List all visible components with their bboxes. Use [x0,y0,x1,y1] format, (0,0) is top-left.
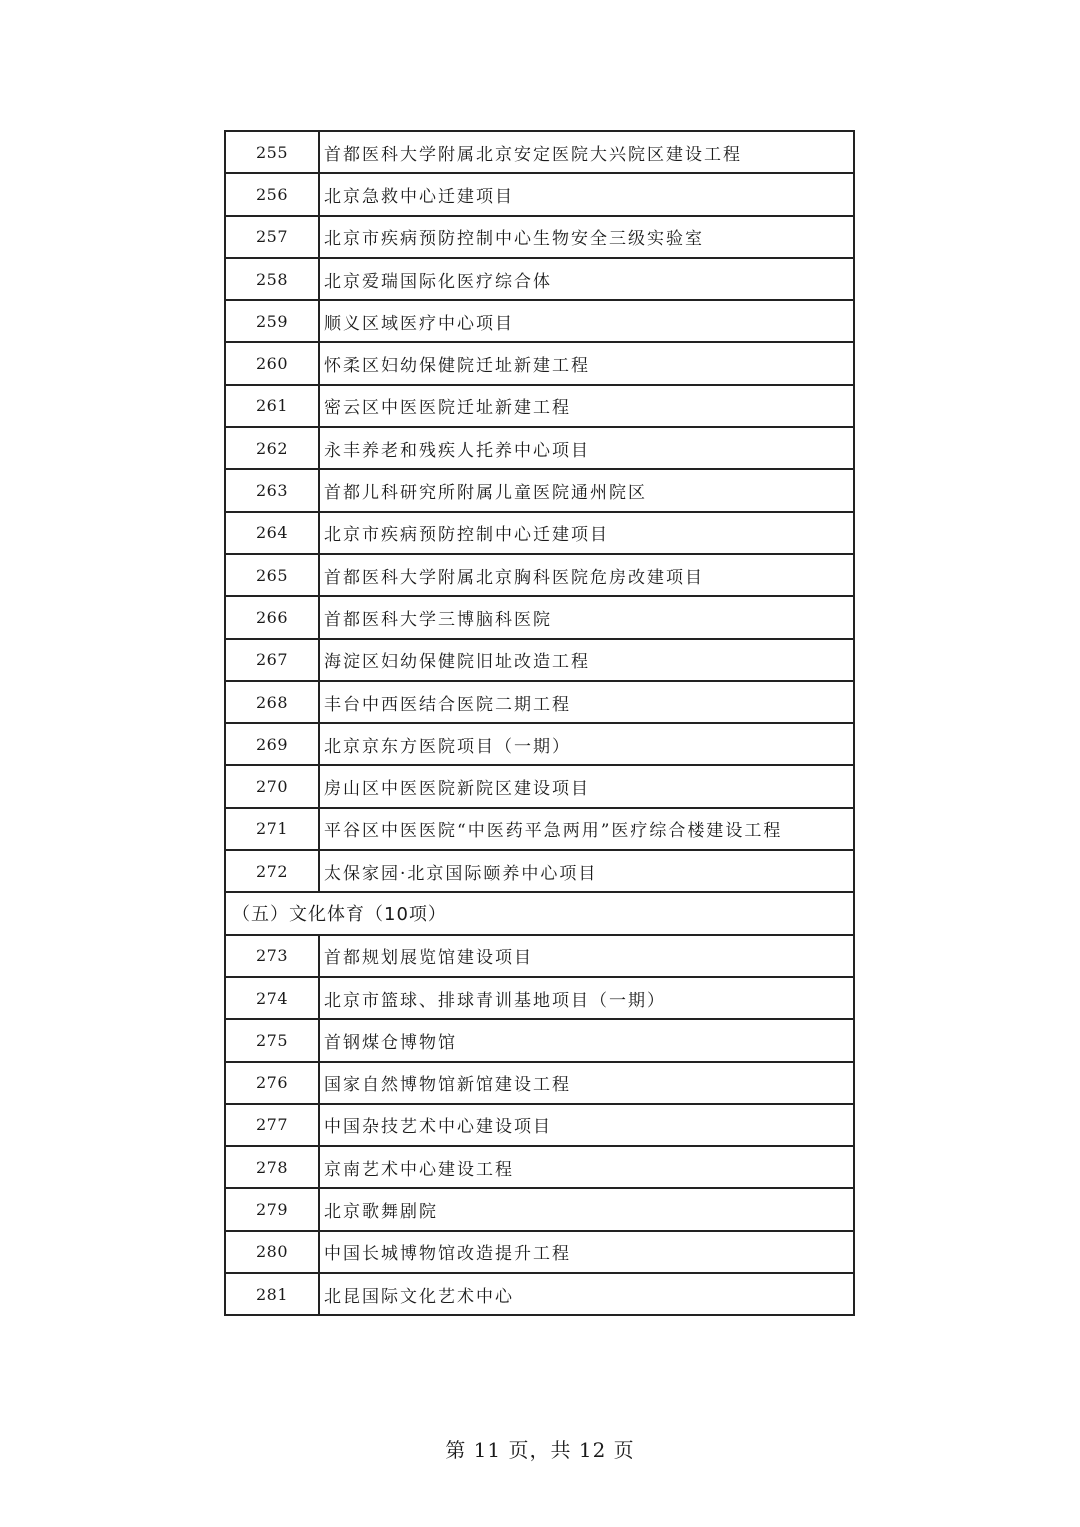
row-number: 272 [225,850,319,892]
project-name: 首钢煤仓博物馆 [319,1019,854,1061]
table-row [225,554,854,596]
project-name: 北京急救中心迁建项目 [319,173,854,215]
row-number: 259 [225,300,319,342]
project-name: 永丰养老和残疾人托养中心项目 [319,427,854,469]
project-name: 中国长城博物馆改造提升工程 [319,1231,854,1273]
row-number: 276 [225,1062,319,1104]
row-number: 281 [225,1273,319,1315]
table-row [225,1188,854,1230]
table-row [225,977,854,1019]
table-row [225,131,854,173]
project-name: 北京歌舞剧院 [319,1188,854,1230]
table-row [225,1062,854,1104]
project-name: 太保家园·北京国际颐养中心项目 [319,850,854,892]
table-row [225,1019,854,1061]
row-number: 269 [225,723,319,765]
project-name: 北京市疾病预防控制中心生物安全三级实验室 [319,216,854,258]
table-row [225,216,854,258]
row-number: 262 [225,427,319,469]
table-row [225,342,854,384]
table-row [225,765,854,807]
project-name: 首都规划展览馆建设项目 [319,935,854,977]
row-number: 278 [225,1146,319,1188]
project-name: 北昆国际文化艺术中心 [319,1273,854,1315]
table-row [225,596,854,638]
row-number: 267 [225,639,319,681]
table-row [225,639,854,681]
row-number: 274 [225,977,319,1019]
row-number: 261 [225,385,319,427]
project-name: 北京京东方医院项目（一期） [319,723,854,765]
project-name: 北京爱瑞国际化医疗综合体 [319,258,854,300]
row-number: 270 [225,765,319,807]
project-name: 密云区中医医院迁址新建工程 [319,385,854,427]
project-name: 京南艺术中心建设工程 [319,1146,854,1188]
table-row [225,385,854,427]
table-row [225,935,854,977]
table-row [225,300,854,342]
row-number: 264 [225,512,319,554]
section-row [225,892,854,934]
project-name: 平谷区中医医院“中医药平急两用”医疗综合楼建设工程 [319,808,854,850]
project-name: 北京市疾病预防控制中心迁建项目 [319,512,854,554]
row-number: 280 [225,1231,319,1273]
row-number: 260 [225,342,319,384]
table-row [225,681,854,723]
row-number: 257 [225,216,319,258]
table-row [225,469,854,511]
row-number: 273 [225,935,319,977]
project-name: 中国杂技艺术中心建设项目 [319,1104,854,1146]
project-name: 北京市篮球、排球青训基地项目（一期） [319,977,854,1019]
row-number: 266 [225,596,319,638]
row-number: 263 [225,469,319,511]
table-row [225,173,854,215]
row-number: 279 [225,1188,319,1230]
row-number: 277 [225,1104,319,1146]
table-row [225,512,854,554]
section-heading: （五）文化体育（10项） [225,892,854,934]
project-table [224,130,855,1316]
project-table-body [225,131,854,1315]
row-number: 268 [225,681,319,723]
page-footer: 第 11 页，共 12 页 [445,1438,635,1462]
project-name: 首都医科大学附属北京胸科医院危房改建项目 [319,554,854,596]
row-number: 265 [225,554,319,596]
table-row [225,808,854,850]
row-number: 256 [225,173,319,215]
row-number: 275 [225,1019,319,1061]
project-name: 首都医科大学三博脑科医院 [319,596,854,638]
project-name: 首都医科大学附属北京安定医院大兴院区建设工程 [319,131,854,173]
project-name: 海淀区妇幼保健院旧址改造工程 [319,639,854,681]
row-number: 255 [225,131,319,173]
project-name: 首都儿科研究所附属儿童医院通州院区 [319,469,854,511]
row-number: 271 [225,808,319,850]
table-row [225,723,854,765]
project-name: 怀柔区妇幼保健院迁址新建工程 [319,342,854,384]
table-row [225,1231,854,1273]
table-row [225,1273,854,1315]
table-row [225,427,854,469]
table-row [225,850,854,892]
row-number: 258 [225,258,319,300]
project-name: 顺义区域医疗中心项目 [319,300,854,342]
table-row [225,1146,854,1188]
project-name: 国家自然博物馆新馆建设工程 [319,1062,854,1104]
project-name: 房山区中医医院新院区建设项目 [319,765,854,807]
project-name: 丰台中西医结合医院二期工程 [319,681,854,723]
table-row [225,1104,854,1146]
table-row [225,258,854,300]
